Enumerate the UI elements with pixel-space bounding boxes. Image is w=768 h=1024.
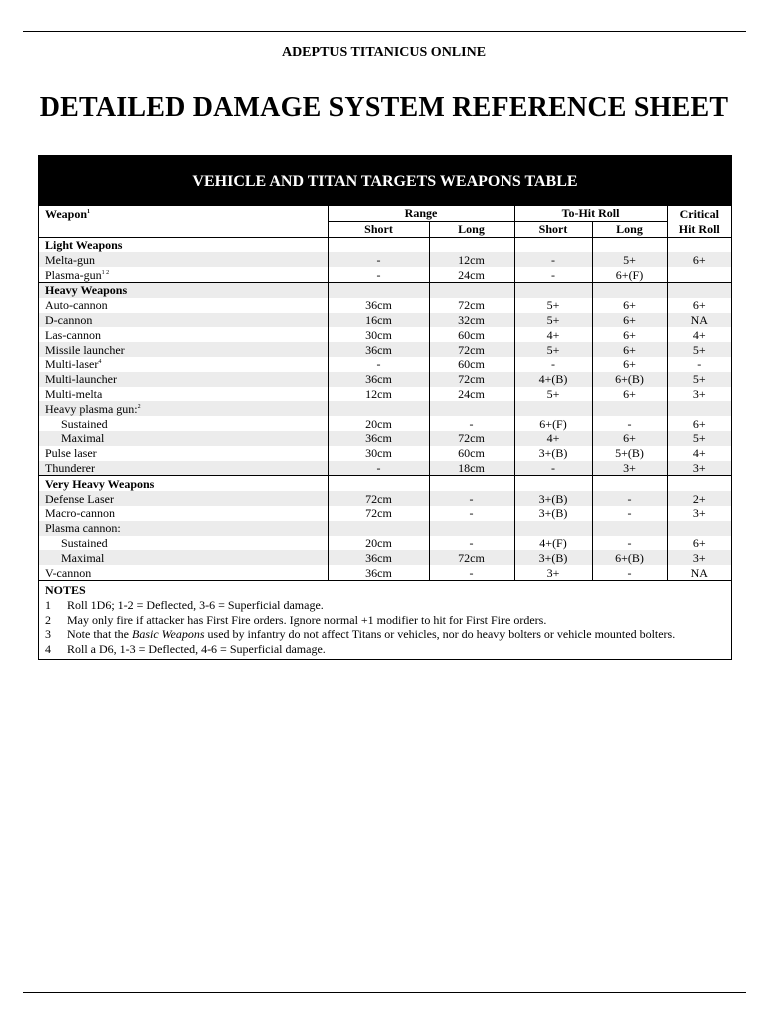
table-row: [39, 298, 731, 313]
cell-rl: -: [429, 536, 514, 551]
weapon-name: Sustained: [61, 416, 108, 431]
cell-rs: [328, 476, 429, 491]
cell-rl: [429, 521, 514, 536]
cell-hs: [514, 282, 592, 297]
table-row: [39, 506, 731, 521]
cell-rs: 20cm: [328, 416, 429, 431]
cell-hs: 3+(B): [514, 491, 592, 506]
header-row-2: [39, 221, 731, 237]
table-row: [39, 342, 731, 357]
table-row: [39, 536, 731, 551]
cell-rl: -: [429, 491, 514, 506]
table-row: [39, 491, 731, 506]
cell-cr: [667, 237, 731, 252]
table-row: [39, 252, 731, 267]
cell-hl: 6+: [592, 342, 667, 357]
cell-rl: [429, 401, 514, 416]
col-hit-short: Short: [514, 221, 592, 237]
cell-hs: 3+(B): [514, 446, 592, 461]
table-row: [39, 372, 731, 387]
cell-rs: -: [328, 357, 429, 372]
cell-hl: 6+: [592, 327, 667, 342]
weapon-name: Missile launcher: [39, 342, 328, 357]
cell-rs: -: [328, 252, 429, 267]
cell-hl: [592, 476, 667, 491]
table-row: [39, 521, 731, 536]
cell-cr: [667, 521, 731, 536]
cell-hs: [514, 476, 592, 491]
cell-rl: 24cm: [429, 267, 514, 282]
cell-cr: 6+: [667, 298, 731, 313]
table-row: [39, 267, 731, 282]
cell-cr: 5+: [667, 372, 731, 387]
cell-cr: NA: [667, 313, 731, 328]
weapon-name: Macro-cannon: [45, 506, 115, 521]
cell-hs: 4+: [514, 327, 592, 342]
table-row: [39, 387, 731, 402]
weapon-name: Melta-gun: [39, 252, 328, 267]
cell-rs: 30cm: [328, 327, 429, 342]
cell-hs: [514, 237, 592, 252]
cell-hl: 6+: [592, 431, 667, 446]
col-critical-1: Critical: [667, 206, 731, 221]
col-weapon: Weapon$^1$: [45, 206, 91, 221]
cell-rl: -: [429, 506, 514, 521]
cell-rs: 72cm: [328, 506, 429, 521]
cell-cr: 6+: [667, 416, 731, 431]
cell-rs: [328, 237, 429, 252]
col-critical-2: Hit Roll: [667, 221, 731, 237]
cell-hs: 4+(F): [514, 536, 592, 551]
category-row: [39, 282, 731, 297]
cell-rl: 72cm: [429, 298, 514, 313]
table-row: [39, 461, 731, 476]
category-row: [39, 237, 731, 252]
cell-rs: 72cm: [328, 491, 429, 506]
table-row: [39, 401, 731, 416]
cell-rl: 72cm: [429, 372, 514, 387]
cell-rs: 12cm: [328, 387, 429, 402]
cell-rs: 36cm: [328, 298, 429, 313]
cell-rl: [429, 476, 514, 491]
cell-hl: -: [592, 565, 667, 580]
weapon-name: Pulse laser: [45, 446, 97, 461]
col-to-hit: To-Hit Roll: [514, 206, 667, 221]
cell-rs: [328, 521, 429, 536]
cell-rl: 72cm: [429, 342, 514, 357]
cell-rl: -: [429, 416, 514, 431]
site-title: ADEPTUS TITANICUS ONLINE: [281, 45, 487, 60]
cell-rl: [429, 237, 514, 252]
cell-rl: 72cm: [429, 431, 514, 446]
bottom-rule: [23, 992, 746, 993]
cell-cr: 4+: [667, 327, 731, 342]
table-row: [39, 446, 731, 461]
cell-hl: [592, 237, 667, 252]
weapon-name: Multi-launcher: [39, 372, 328, 387]
cell-cr: [667, 267, 731, 282]
weapon-name: Maximal: [39, 431, 328, 446]
cell-rs: 36cm: [328, 565, 429, 580]
weapons-grid: [39, 206, 731, 580]
cell-rl: 32cm: [429, 313, 514, 328]
weapon-name: D-cannon: [39, 313, 328, 328]
cell-hl: -: [592, 506, 667, 521]
cell-rs: -: [328, 267, 429, 282]
cell-hs: 3+: [514, 565, 592, 580]
note-item: 3 Note that the Basic Weapons used by infantry do not affect Titans or vehicles, nor do heavy bolters or vehicle mounted bolters.: [45, 627, 676, 642]
cell-hs: 3+(B): [514, 506, 592, 521]
cell-cr: NA: [667, 565, 731, 580]
weapon-name: Defense Laser: [39, 491, 328, 506]
col-range: Range: [328, 206, 514, 221]
cell-rs: 36cm: [328, 550, 429, 565]
cell-cr: 5+: [667, 431, 731, 446]
cell-hs: [514, 521, 592, 536]
cell-hl: -: [592, 491, 667, 506]
cell-hl: 3+: [592, 461, 667, 476]
cell-rl: 60cm: [429, 327, 514, 342]
table-row: [39, 357, 731, 372]
cell-hs: -: [514, 357, 592, 372]
cell-rl: [429, 282, 514, 297]
cell-rs: 30cm: [328, 446, 429, 461]
weapon-name: V-cannon: [45, 565, 92, 580]
cell-hl: -: [592, 416, 667, 431]
cell-rl: 60cm: [429, 357, 514, 372]
weapon-name: Plasma cannon:: [39, 521, 328, 536]
cell-hs: 6+(F): [514, 416, 592, 431]
weapon-name: Heavy plasma gun:$^2$: [39, 401, 328, 416]
cell-hs: 5+: [514, 298, 592, 313]
weapon-name: Sustained: [61, 535, 108, 550]
cell-rs: 20cm: [328, 536, 429, 551]
cell-hl: -: [592, 536, 667, 551]
weapons-table: [38, 155, 732, 660]
cell-cr: 3+: [667, 506, 731, 521]
cell-rs: 36cm: [328, 342, 429, 357]
cell-hs: -: [514, 461, 592, 476]
weapon-name: Thunderer: [39, 461, 328, 476]
weapon-name: Las-cannon: [45, 327, 101, 342]
cell-hs: 5+: [514, 342, 592, 357]
cell-hl: 6+: [592, 357, 667, 372]
table-row: [39, 565, 731, 580]
top-rule: [23, 31, 746, 32]
cell-rs: -: [328, 461, 429, 476]
cell-hs: [514, 401, 592, 416]
cell-rs: 36cm: [328, 372, 429, 387]
cell-hs: 4+(B): [514, 372, 592, 387]
page-title: DETAILED DAMAGE SYSTEM REFERENCE SHEET: [39, 92, 729, 123]
cell-hl: 6+: [592, 313, 667, 328]
weapon-name: Very Heavy Weapons: [45, 476, 155, 491]
cell-hl: 6+(B): [592, 372, 667, 387]
cell-cr: 3+: [667, 387, 731, 402]
note-item: 2 May only fire if attacker has First Fire orders. Ignore normal +1 modifier to hit for First Fire orders.: [45, 612, 547, 627]
col-hit-long: Long: [592, 221, 667, 237]
note-item: 4 Roll a D6, 1-3 = Deflected, 4-6 = Superficial damage.: [45, 642, 326, 657]
header-row-1: [39, 206, 731, 221]
weapon-name: Auto-cannon: [45, 298, 108, 313]
weapon-name: Multi-laser$^4$: [45, 357, 102, 372]
cell-cr: 4+: [667, 446, 731, 461]
category-row: [39, 476, 731, 491]
cell-cr: 3+: [667, 461, 731, 476]
notes-heading: NOTES: [45, 582, 86, 597]
table-row: [39, 313, 731, 328]
cell-rl: 72cm: [429, 550, 514, 565]
weapon-name: Plasma-gun$^{1 2}$: [39, 267, 328, 282]
cell-rl: 24cm: [429, 387, 514, 402]
cell-hl: 5+(B): [592, 446, 667, 461]
notes: [39, 580, 731, 659]
cell-hs: -: [514, 252, 592, 267]
cell-hl: 6+(F): [592, 267, 667, 282]
cell-hs: -: [514, 267, 592, 282]
cell-cr: 2+: [667, 491, 731, 506]
cell-cr: [667, 476, 731, 491]
cell-hs: 3+(B): [514, 550, 592, 565]
note-item: 1 Roll 1D6; 1-2 = Deflected, 3-6 = Superficial damage.: [45, 597, 324, 612]
table-row: [39, 327, 731, 342]
cell-hl: [592, 282, 667, 297]
cell-rl: 60cm: [429, 446, 514, 461]
cell-hl: [592, 401, 667, 416]
cell-cr: 5+: [667, 342, 731, 357]
cell-rl: -: [429, 565, 514, 580]
table-title: VEHICLE AND TITAN TARGETS WEAPONS TABLE: [39, 156, 731, 206]
cell-rs: [328, 401, 429, 416]
cell-cr: 6+: [667, 252, 731, 267]
col-range-long: Long: [429, 221, 514, 237]
table-row: [39, 416, 731, 431]
cell-hs: 4+: [514, 431, 592, 446]
cell-hl: 5+: [592, 252, 667, 267]
cell-cr: 6+: [667, 536, 731, 551]
weapon-name: Light Weapons: [45, 237, 123, 252]
col-range-short: Short: [328, 221, 429, 237]
cell-hs: 5+: [514, 313, 592, 328]
cell-hl: [592, 521, 667, 536]
cell-cr: [667, 401, 731, 416]
cell-cr: -: [667, 357, 731, 372]
weapon-name: Maximal: [39, 550, 328, 565]
cell-rs: 36cm: [328, 431, 429, 446]
cell-cr: [667, 282, 731, 297]
cell-hs: 5+: [514, 387, 592, 402]
cell-hl: 6+: [592, 387, 667, 402]
weapon-name: Heavy Weapons: [39, 282, 328, 297]
table-row: [39, 431, 731, 446]
cell-rs: [328, 282, 429, 297]
cell-cr: 3+: [667, 550, 731, 565]
cell-rl: 12cm: [429, 252, 514, 267]
cell-rs: 16cm: [328, 313, 429, 328]
weapon-name: Multi-melta: [45, 386, 103, 401]
cell-rl: 18cm: [429, 461, 514, 476]
cell-hl: 6+(B): [592, 550, 667, 565]
table-row: [39, 550, 731, 565]
cell-hl: 6+: [592, 298, 667, 313]
